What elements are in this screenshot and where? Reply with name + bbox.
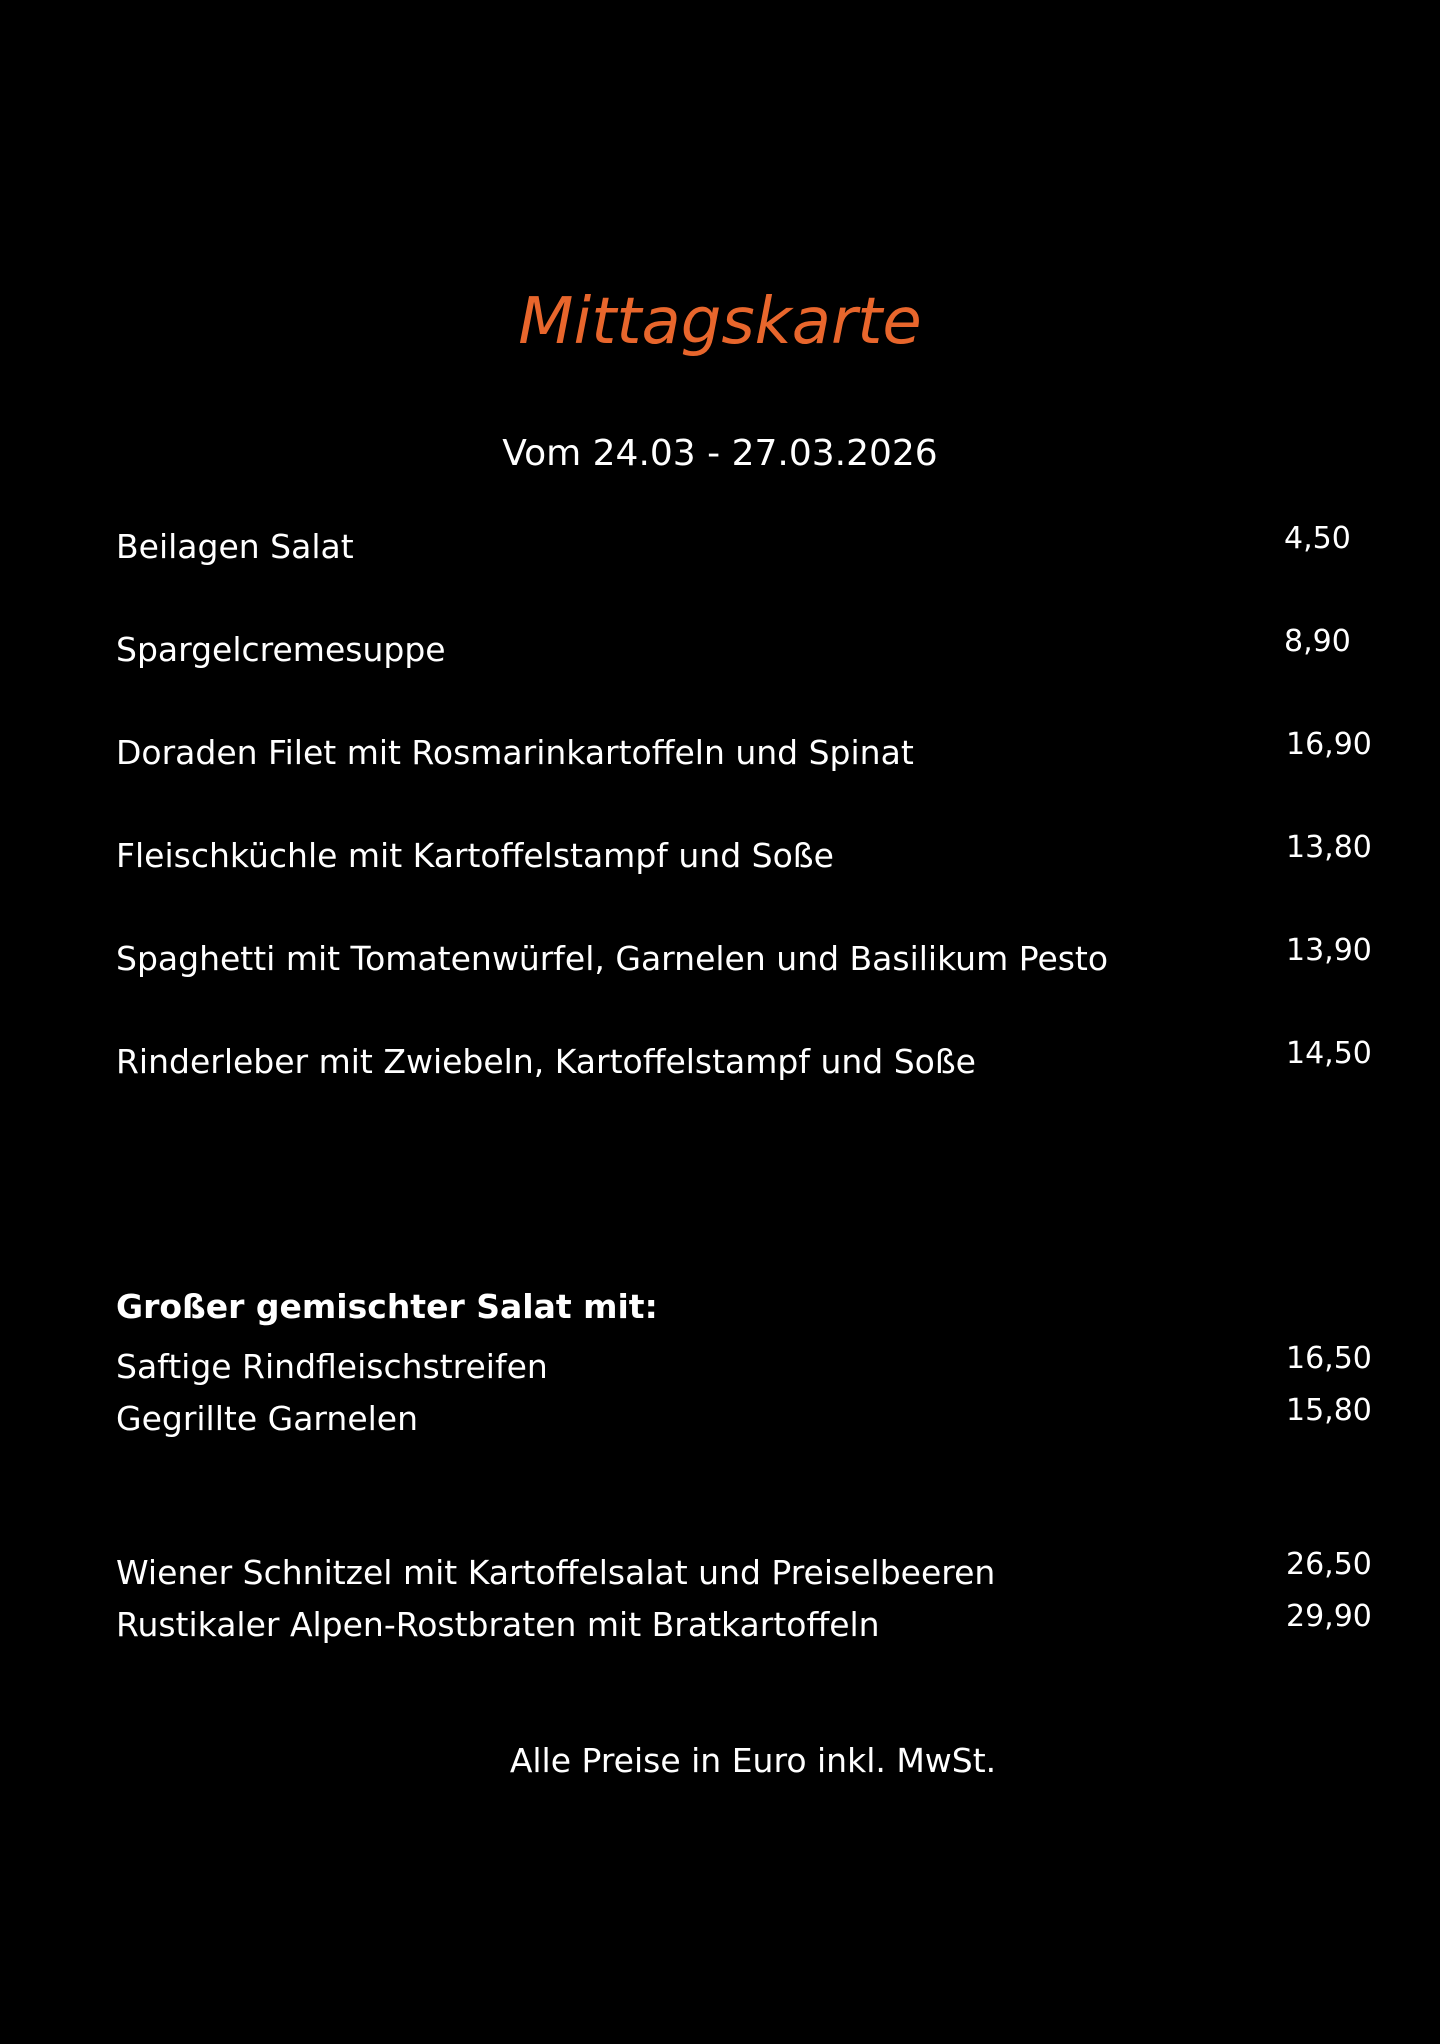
menu-item-price: 13,80 [1286,830,1372,865]
salad-item [116,1393,1372,1440]
menu-item-price: 13,90 [1286,933,1372,968]
menu-item-price: 16,90 [1286,727,1372,762]
salad-item-name: Saftige Rindfleischstreifen [116,1347,548,1386]
special-item-name: Wiener Schnitzel mit Kartoffelsalat und Preiselbeeren [116,1553,996,1592]
menu-title: Mittagskarte [518,285,922,359]
menu-item-name: Beilagen Salat [116,527,354,566]
special-item [116,1599,1372,1646]
special-item-price: 26,50 [1286,1547,1372,1582]
salad-item-price: 15,80 [1286,1393,1372,1428]
salad-item-price: 16,50 [1286,1341,1372,1376]
menu-item-price: 14,50 [1286,1036,1372,1071]
salad-section-heading: Großer gemischter Salat mit: [116,1287,658,1326]
menu-item [116,830,1372,877]
menu-item [116,624,1366,671]
menu-item-name: Doraden Filet mit Rosmarinkartoffeln und Spinat [116,733,914,772]
menu-item-price: 4,50 [1284,521,1351,556]
special-item-name: Rustikaler Alpen-Rostbraten mit Bratkartoffeln [116,1605,880,1644]
menu-item-name: Fleischküchle mit Kartoffelstampf und Soße [116,836,834,875]
price-footnote: Alle Preise in Euro inkl. MwSt. [509,1741,997,1780]
menu-item [116,1036,1372,1083]
special-item [116,1547,1372,1594]
menu-item-name: Spargelcremesuppe [116,630,446,669]
menu-item [116,933,1372,980]
menu-item-name: Rinderleber mit Zwiebeln, Kartoffelstampf und Soße [116,1042,976,1081]
menu-item-name: Spaghetti mit Tomatenwürfel, Garnelen und Basilikum Pesto [116,939,1109,978]
menu-item [116,727,1372,774]
date-range: Vom 24.03 - 27.03.2026 [502,433,938,474]
menu-item-price: 8,90 [1284,624,1351,659]
menu-item [116,521,1366,568]
salad-item [116,1341,1372,1388]
special-item-price: 29,90 [1286,1599,1372,1634]
salad-item-name: Gegrillte Garnelen [116,1399,419,1438]
